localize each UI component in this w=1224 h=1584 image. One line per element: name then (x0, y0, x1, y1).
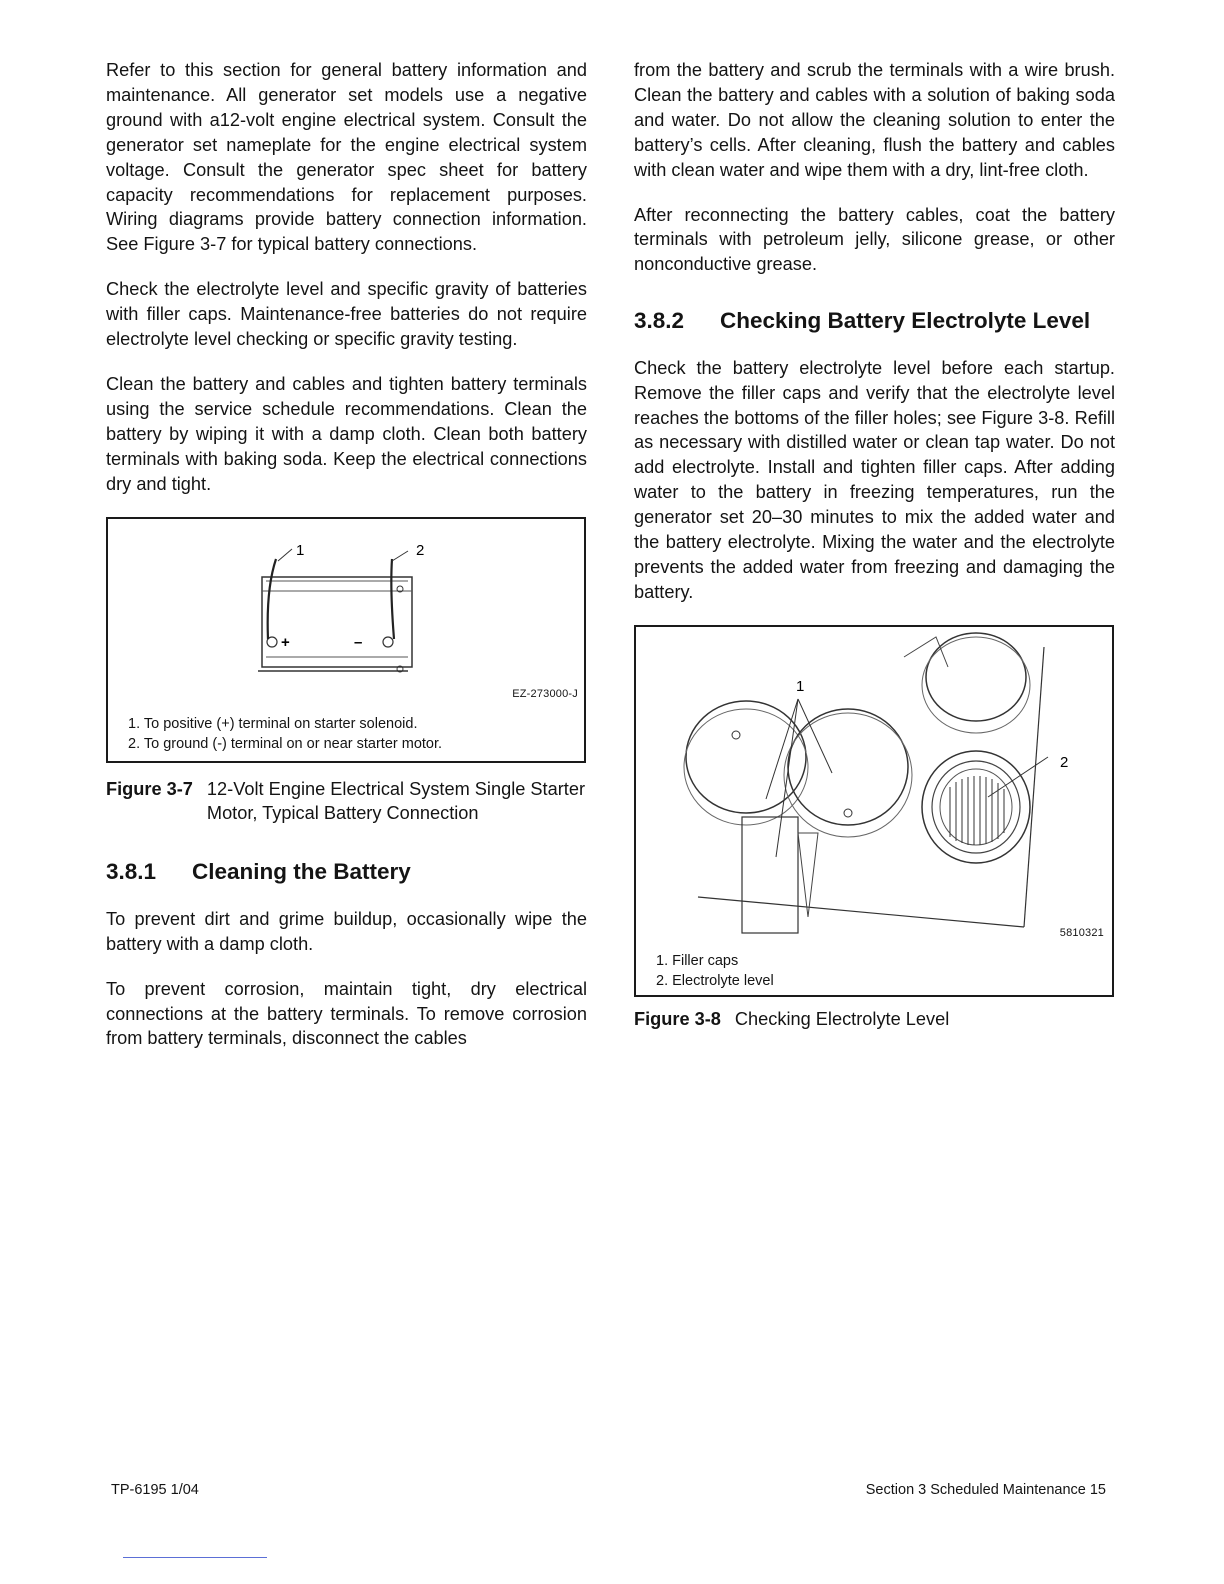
filler-cap (926, 633, 1026, 721)
figure-3-8-box (634, 625, 1114, 997)
callout-2: 2 (416, 541, 425, 559)
section-title: Cleaning the Battery (192, 859, 411, 885)
scrub-paragraph: from the battery and scrub the terminals with a wire brush. Clean the battery and cables with a solution of baking soda and water. Do not allow the cleaning solution to enter the battery’s cells. After cleaning, flush the battery and cables with clean water and wipe them with a dry, lint-free cloth. (634, 60, 1115, 180)
footer-document-id: TP-6195 1/04 (111, 1482, 199, 1498)
figure-title: 12-Volt Engine Electrical System Single Starter Motor, Typical Battery Connection (206, 778, 585, 824)
callout-1: 1 (296, 541, 305, 559)
figure-label: Figure 3-8 (634, 1008, 721, 1029)
check-electrolyte-paragraph: Check the battery electrolyte level before each startup. Remove the filler caps and verify that the electrolyte level reaches the bottoms of the filler holes; see Figure 3-8. Refill as necessary with distilled water or clean tap water. Do not add electrolyte. Install and tighten filler caps. After adding water to the battery in freezing temperatures, run the generator set 20–30 minutes to mix the added water and the battery electrolyte. Mixing the water and the electrolyte prevents the added water from freezing and damaging the battery. (634, 357, 1115, 602)
filler-hole (922, 751, 1030, 863)
section-title: Checking Battery Electrolyte Level (720, 308, 1091, 334)
drawing-id: EZ-273000-J (512, 687, 578, 700)
minus-sign: – (354, 633, 363, 651)
intro-paragraph: Refer to this section for general battery information and maintenance. All generator set models use a negative ground with a12-volt engine electrical system. Consult the generator set nameplate for the engine electrical system voltage. Consult the generator spec sheet for battery capacity recommendations for replacement purposes. Wiring diagrams provide battery connection information. See Figure 3-7 for typical battery connections. (106, 60, 587, 255)
divider (123, 1557, 267, 1558)
section-number: 3.8.2 (634, 308, 685, 334)
legend-item: 2. To ground (-) terminal on or near starter motor. (128, 735, 443, 752)
filler-cap (788, 709, 908, 825)
cleaning-paragraph: Clean the battery and cables and tighten battery terminals using the service schedule recommendations. Clean the battery by wiping it with a damp cloth. Clean both battery terminals with baking soda. Keep the electrical connections dry and tight. (106, 373, 587, 494)
figure-label: Figure 3-7 (106, 778, 193, 799)
section-heading-3-8-1 (106, 858, 587, 887)
legend-item: 1. Filler caps (656, 952, 739, 969)
right-column (634, 58, 1115, 1032)
positive-cable (268, 559, 276, 639)
left-column (106, 58, 587, 1071)
figure-legend (128, 714, 442, 754)
electrolyte-paragraph: Check the electrolyte level and specific gravity of batteries with filler caps. Maintenance-free batteries do not require electrolyte level checking or specific gravity testing. (106, 279, 587, 350)
negative-terminal (383, 637, 393, 647)
footer-section-page: Section 3 Scheduled Maintenance 15 (865, 1482, 1106, 1498)
figure-3-7-caption (106, 777, 587, 827)
legend-item: 1. To positive (+) terminal on starter solenoid. (128, 715, 418, 732)
figure-title: Checking Electrolyte Level (734, 1008, 950, 1029)
callout-2: 2 (1060, 753, 1069, 771)
plus-sign: + (281, 633, 290, 651)
wipe-paragraph: To prevent dirt and grime buildup, occasionally wipe the battery with a damp cloth. (106, 908, 587, 954)
legend-item: 2. Electrolyte level (656, 972, 774, 989)
figure-legend (656, 951, 774, 991)
figure-3-8-caption (634, 1007, 1115, 1032)
corrosion-paragraph: To prevent corrosion, maintain tight, dry electrical connections at the battery terminals. To remove corrosion from battery terminals, disconnect the cables (106, 978, 587, 1049)
negative-cable (391, 559, 394, 639)
figure-3-7-box (106, 517, 586, 763)
filler-caps-diagram (636, 627, 1112, 947)
section-number: 3.8.1 (106, 859, 157, 885)
section-heading-3-8-2 (634, 307, 1115, 336)
drawing-id: 5810321 (1059, 926, 1104, 939)
coat-terminals-paragraph: After reconnecting the battery cables, coat the battery terminals with petroleum jelly, silicone grease, or other nonconductive grease. (634, 204, 1115, 275)
callout-1: 1 (796, 677, 805, 695)
